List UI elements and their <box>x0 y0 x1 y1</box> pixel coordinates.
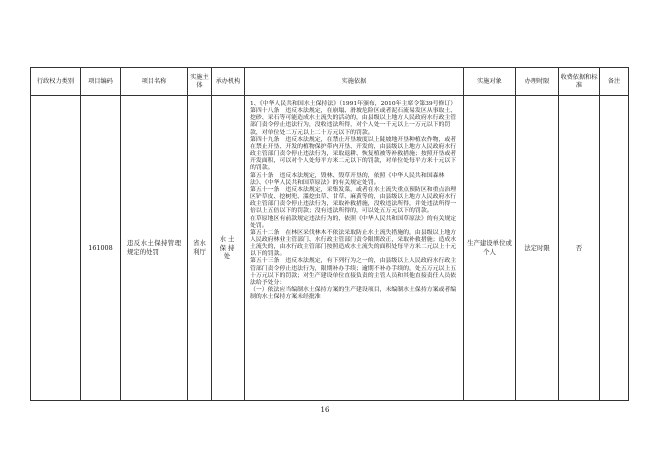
cell-code: 161008 <box>81 96 121 401</box>
header-remark: 备注 <box>600 68 629 96</box>
header-code: 项目编码 <box>81 68 121 96</box>
basis-paragraph: （一）依法应当编制水土保持方案的生产建设项目，未编制水土保持方案或者编制的水土保持方案未经批准 <box>250 287 457 301</box>
basis-paragraph: 第五十二条 在林区采伐林木不依法采取防止水土流失措施的，由县级以上地方人民政府林业主管部门、水行政主管部门责令限期改正，采取补救措施；造成水土流失的，由水行政主管部门按照造成水土流失的面积处每平方米二元以上十元以下的罚款。 <box>250 229 457 258</box>
header-time-limit: 办理时限 <box>516 68 559 96</box>
basis-paragraph: 1、《中华人民共和国水土保持法》（1991年颁布，2010年主席令第39号修订）第四十八条 违反本法规定，在崩塌、滑坡危险区或者泥石流易发区从事取土、挖砂、采石等可能造成水土流失的活动的，由县级以上地方人民政府水行政主管部门责令停止违法行为，没收违法所得，对个人处一千元以上一万元以下的罚款，对单位处二万元以上二十万元以下的罚款。 <box>250 101 457 136</box>
header-dept: 承办机构 <box>212 68 245 96</box>
header-row <box>31 68 629 96</box>
page-number: 16 <box>320 406 330 414</box>
basis-paragraph: 第五十条 违反本法规定，毁林、毁草开垦的，依照《中华人民共和国森林法》、《中华人民共和国草原法》的有关规定处罚。 <box>250 172 445 186</box>
cell-target: 生产建设单位或个人 <box>464 96 516 401</box>
cell-fee: 否 <box>559 96 600 401</box>
table-row <box>31 96 629 401</box>
cell-category <box>31 96 81 401</box>
header-category: 行政权力类别 <box>31 68 81 96</box>
basis-paragraph: 第五十三条 违反本法规定，有下列行为之一的，由县级以上人民政府水行政主管部门责令停止违法行为，限期补办手续；逾期不补办手续的，处五万元以上五十万元以下的罚款；对生产建设单位直接负责的主管人员和其他直接责任人员依法给予处分： <box>250 258 457 286</box>
basis-paragraph: 在草原地区有前款规定违法行为的，依照《中华人民共和国草原法》的有关规定处罚。 <box>250 215 457 229</box>
cell-subject: 省水利厅 <box>188 96 212 401</box>
header-name: 项目名称 <box>121 68 188 96</box>
cell-remark <box>600 96 629 401</box>
cell-basis <box>245 96 464 401</box>
power-list-table <box>30 67 629 401</box>
cell-dept: 水土保持处 <box>212 96 245 401</box>
header-fee: 收费依据和标准 <box>559 68 600 96</box>
header-basis: 实施依据 <box>245 68 464 96</box>
basis-paragraph: 第四十九条 违反本法规定，在禁止开垦坡度以上陡坡地开垦种植农作物，或者在禁止开垦、开发的植物保护带内开垦、开发的，由县级以上地方人民政府水行政主管部门责令停止违法行为，采取退耕、恢复植被等补救措施；按照开垦或者开发面积，可以对个人处每平方米二元以下的罚款，对单位处每平方米十元以下的罚款。 <box>250 136 457 172</box>
basis-paragraph: 第五十一条 违反本法规定，采集发菜，或者在水土流失重点预防区和重点治理区铲草皮、挖树兜、滥挖虫草、甘草、麻黄等的，由县级以上地方人民政府水行政主管部门责令停止违法行为，采取补救措施，没收违法所得，并处违法所得一倍以上五倍以下的罚款；没有违法所得的，可以处五万元以下的罚款。 <box>250 186 457 215</box>
cell-name: 违反水土保持管理规定的处罚 <box>121 96 188 401</box>
cell-time-limit: 法定时限 <box>516 96 559 401</box>
header-target: 实施对象 <box>464 68 516 96</box>
header-subject: 实施主体 <box>188 68 212 96</box>
